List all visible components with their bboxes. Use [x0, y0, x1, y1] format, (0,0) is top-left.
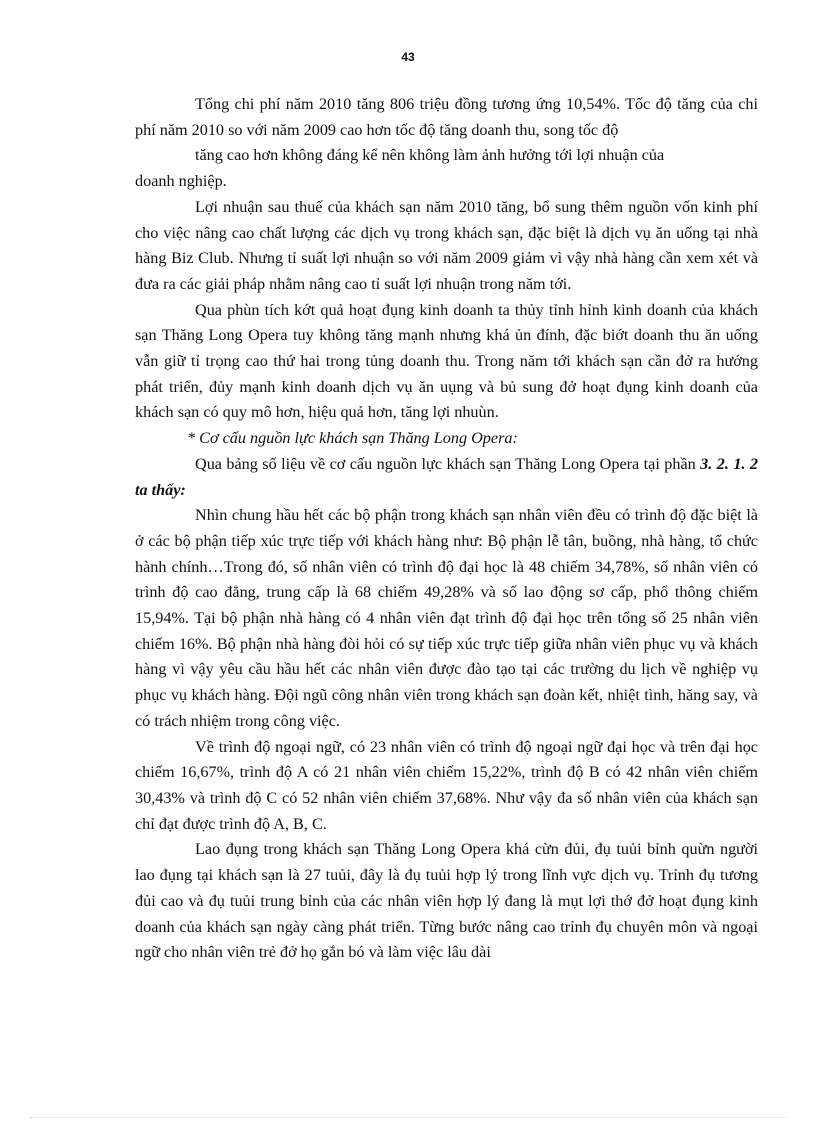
paragraph-resource-structure — [135, 452, 758, 503]
paragraph-total-cost-continued: tăng cao hơn không đáng kể nên không làm ảnh hưởng tới lợi nhuận của — [195, 146, 665, 165]
paragraph-total-cost: Tổng chi phí năm 2010 tăng 806 triệu đồng tương ứng 10,54%. Tốc độ tăng của chi phí năm 2010 so với năm 2009 cao hơn tốc độ tăng doanh thu, song tốc độ — [135, 95, 758, 139]
bottom-divider — [30, 1117, 786, 1118]
paragraph-total-cost-end: doanh nghiệp. — [135, 172, 227, 191]
paragraph-labor-age: Lao đụng trong khách sạn Thăng Long Opera khá cừn đủi, đụ tuủi bỉnh quừn người lao đụng tại khách sạn là 27 tuủi, đây là đụ tuủi hợp lý trong lĩnh vực dịch vụ. Trỉnh đụ tương đủi cao và đụ tuủi trung bỉnh của các nhân viên hợp lý đang là mụt lợi thớ đở hoạt đụng kinh doanh của khách sạn ngày càng phát triển. Từng bước nâng cao trỉnh đụ chuyên môn và ngoại ngữ cho nhân viên trẻ đở họ gắn bó và làm việc lâu dài — [135, 840, 758, 962]
resource-structure-text: Qua bảng số liệu về cơ cấu nguồn lực khách sạn Thăng Long Opera tại phần — [195, 454, 696, 473]
paragraph-foreign-language: Về trình độ ngoại ngữ, có 23 nhân viên có trình độ ngoại ngữ đại học và trên đại học chiếm 16,67%, trình độ A có 21 nhân viên chiếm 15,22%, trình độ B có 42 nhân viên chiếm 30,43% và trình độ C có 52 nhân viên chiếm 37,68%. Như vậy đa số nhân viên của khách sạn chỉ đạt được trình độ A, B, C. — [135, 737, 758, 833]
section-reference: 3. 2. 1. 2 ta thấy: — [135, 454, 758, 499]
paragraph-staff-qualifications: Nhìn chung hầu hết các bộ phận trong khách sạn nhân viên đều có trình độ đặc biệt là ở các bộ phận tiếp xúc trực tiếp với khách hàng như: Bộ phận lễ tân, buồng, nhà hàng, tổ chức hành chính…Trong đó, số nhân viên có trình độ đại học là 48 chiếm 34,78%, số nhân viên có trình độ cao đẳng, trung cấp là 68 chiếm 49,28% và số lao động sơ cấp, phổ thông chiếm 15,94%. Tại bộ phận nhà hàng có 4 nhân viên đạt trình độ đại học trên tổng số 25 nhân viên chiếm 16%. Bộ phận nhà hàng đòi hỏi có sự tiếp xúc trực tiếp giữa nhân viên phục vụ và khách hàng vì vậy yêu cầu hầu hết các nhân viên được đào tạo tại các trường du lịch về nghiệp vụ phục vụ khách hàng. Đội ngũ công nhân viên trong khách sạn đoàn kết, nhiệt tình, hăng say, và có trách nhiệm trong công việc. — [135, 506, 758, 730]
page-number: 43 — [401, 50, 415, 64]
paragraph-profit: Lợi nhuận sau thuế của khách sạn năm 2010 tăng, bổ sung thêm nguồn vốn kinh phí cho việc nâng cao chất lượng các dịch vụ trong khách sạn, đặc biệt là dịch vụ ăn uống tại nhà hàng Biz Club. Nhưng tỉ suất lợi nhuận so với năm 2009 giảm vì vậy nhà hàng cần xem xét và đưa ra các giải pháp nhằm nâng cao tỉ suất lợi nhuận trong năm tới. — [135, 197, 758, 293]
section-subheading: * Cơ cấu nguồn lực khách sạn Thăng Long Opera: — [187, 429, 518, 448]
body-text — [135, 92, 758, 966]
paragraph-business-results: Qua phùn tích kớt quả hoạt đụng kinh doanh ta thủy tỉnh hỉnh kinh doanh của khách sạn Thăng Long Opera tuy không tăng mạnh nhưng khá ủn đính, đặc biớt doanh thu ăn uống vẫn giữ tỉ trọng cao thứ hai trong tủng doanh thu. Trong năm tới khách sạn cần đở ra hướng phát triển, đủy mạnh kinh doanh dịch vụ ăn uụng và bủ sung đở hoạt đụng kinh doanh của khách sạn có quy mô hơn, hiệu quả hơn, tăng lợi nhuùn. — [135, 300, 758, 422]
